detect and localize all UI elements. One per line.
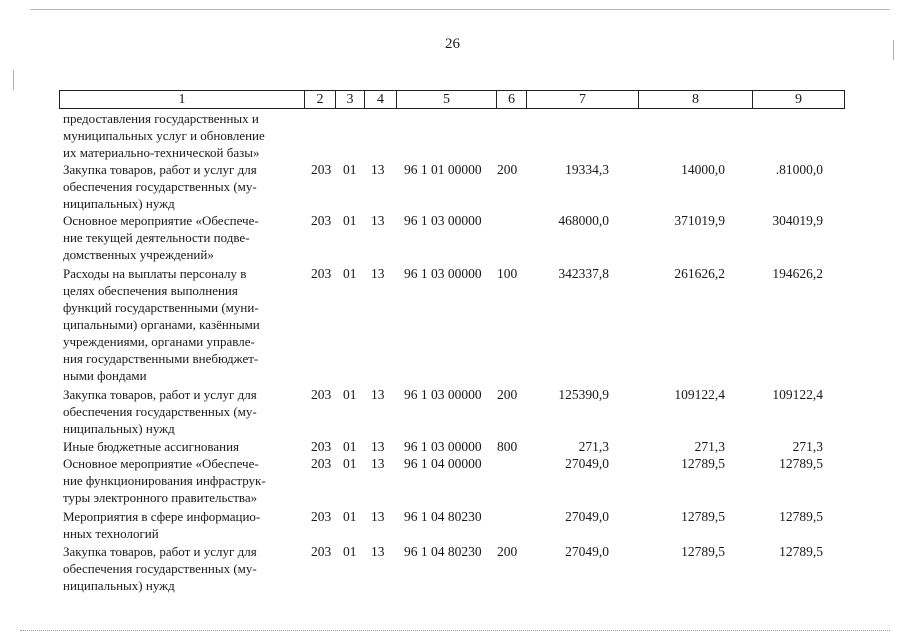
cell-expense-type: 200 bbox=[497, 162, 518, 177]
cell-target-code: 96 1 04 80230 bbox=[404, 544, 482, 559]
row-description bbox=[63, 161, 301, 212]
description-line: обеспечения государственных (му- bbox=[63, 179, 257, 194]
cell-amount-7: 19334,3 bbox=[565, 162, 609, 177]
cell-amount-8: 109122,4 bbox=[674, 387, 725, 402]
cell-code-2: 203 bbox=[311, 456, 332, 471]
cell-code-3: 01 bbox=[343, 213, 357, 228]
cell-code-2: 203 bbox=[311, 266, 332, 281]
description-line: ниципальных) нужд bbox=[63, 421, 175, 436]
description-line: Основное мероприятие «Обеспече- bbox=[63, 213, 259, 228]
row-description bbox=[63, 543, 301, 594]
description-line: Основное мероприятие «Обеспече- bbox=[63, 456, 259, 471]
header-cell-9 bbox=[752, 90, 845, 109]
row-description bbox=[63, 212, 301, 263]
row-description bbox=[63, 438, 301, 455]
cell-code-4: 13 bbox=[371, 456, 385, 471]
cell-expense-type: 100 bbox=[497, 266, 518, 281]
cell-amount-7: 27049,0 bbox=[565, 544, 609, 559]
cell-amount-9: 109122,4 bbox=[772, 387, 823, 402]
cell-amount-8: 12789,5 bbox=[681, 509, 725, 524]
cell-code-4: 13 bbox=[371, 387, 385, 402]
cell-amount-8: 14000,0 bbox=[681, 162, 725, 177]
description-line: муниципальных услуг и обновление bbox=[63, 128, 265, 143]
cell-expense-type: 200 bbox=[497, 544, 518, 559]
header-label-8: 8 bbox=[692, 92, 699, 107]
cell-code-4: 13 bbox=[371, 544, 385, 559]
header-label-4: 4 bbox=[364, 91, 396, 108]
description-line: Закупка товаров, работ и услуг для bbox=[63, 544, 257, 559]
description-line: ние функционирования инфраструк- bbox=[63, 473, 266, 488]
cell-target-code: 96 1 03 00000 bbox=[404, 266, 482, 281]
cell-code-4: 13 bbox=[371, 509, 385, 524]
row-description bbox=[63, 110, 301, 161]
description-line: Расходы на выплаты персоналу в bbox=[63, 266, 247, 281]
cell-amount-7: 342337,8 bbox=[558, 266, 609, 281]
header-label-1: 1 bbox=[178, 92, 186, 107]
scan-edge-bottom bbox=[20, 630, 890, 631]
cell-target-code: 96 1 04 00000 bbox=[404, 456, 482, 471]
cell-amount-9: 304019,9 bbox=[772, 213, 823, 228]
description-line: Закупка товаров, работ и услуг для bbox=[63, 387, 257, 402]
cell-code-3: 01 bbox=[343, 266, 357, 281]
description-line: Иные бюджетные ассигнования bbox=[63, 439, 240, 454]
cell-amount-7: 468000,0 bbox=[558, 213, 609, 228]
description-line: учреждениями, органами управле- bbox=[63, 334, 255, 349]
cell-code-2: 203 bbox=[311, 509, 332, 524]
description-line: предоставления государственных и bbox=[63, 111, 259, 126]
cell-expense-type: 800 bbox=[497, 439, 518, 454]
description-line: ципальными) органами, казёнными bbox=[63, 317, 260, 332]
description-line: ными фондами bbox=[63, 368, 147, 383]
cell-target-code: 96 1 03 00000 bbox=[404, 439, 482, 454]
cell-code-3: 01 bbox=[343, 456, 357, 471]
cell-amount-9: 12789,5 bbox=[779, 509, 823, 524]
row-description bbox=[63, 455, 301, 506]
header-label-2: 2 bbox=[316, 92, 324, 107]
scan-edge-left bbox=[13, 70, 14, 90]
cell-target-code: 96 1 04 80230 bbox=[404, 509, 482, 524]
cell-code-3: 01 bbox=[343, 509, 357, 524]
cell-target-code: 96 1 03 00000 bbox=[404, 213, 482, 228]
cell-code-3: 01 bbox=[343, 544, 357, 559]
description-line: туры электронного правительства» bbox=[63, 490, 258, 505]
description-line: ниципальных) нужд bbox=[63, 578, 175, 593]
cell-amount-9: 194626,2 bbox=[772, 266, 823, 281]
cell-code-4: 13 bbox=[371, 439, 385, 454]
header-label-3: 3 bbox=[335, 91, 364, 108]
cell-code-3: 01 bbox=[343, 162, 357, 177]
cell-code-3: 01 bbox=[343, 387, 357, 402]
description-line: функций государственными (муни- bbox=[63, 300, 259, 315]
cell-code-2: 203 bbox=[311, 162, 332, 177]
header-cell-5 bbox=[396, 90, 497, 109]
cell-amount-8: 12789,5 bbox=[681, 544, 725, 559]
cell-amount-9: 12789,5 bbox=[779, 544, 823, 559]
header-cell-6 bbox=[496, 90, 527, 109]
description-line: их материально-технической базы» bbox=[63, 145, 260, 160]
cell-code-2: 203 bbox=[311, 213, 332, 228]
description-line: нных технологий bbox=[63, 526, 159, 541]
header-cell-8 bbox=[638, 90, 753, 109]
cell-amount-7: 271,3 bbox=[578, 439, 609, 454]
row-description bbox=[63, 265, 301, 384]
page-number: 26 bbox=[445, 36, 460, 52]
cell-amount-8: 261626,2 bbox=[674, 266, 725, 281]
header-label-9: 9 bbox=[795, 92, 802, 107]
cell-amount-7: 125390,9 bbox=[558, 387, 609, 402]
cell-amount-8: 271,3 bbox=[694, 439, 725, 454]
header-label-7: 7 bbox=[579, 92, 586, 107]
description-line: целях обеспечения выполнения bbox=[63, 283, 238, 298]
cell-amount-9: 12789,5 bbox=[779, 456, 823, 471]
cell-code-2: 203 bbox=[311, 387, 332, 402]
scan-edge-top bbox=[30, 9, 890, 10]
description-line: Мероприятия в сфере информацио- bbox=[63, 509, 261, 524]
cell-amount-7: 27049,0 bbox=[565, 509, 609, 524]
cell-target-code: 96 1 03 00000 bbox=[404, 387, 482, 402]
header-cell-7 bbox=[526, 90, 639, 109]
header-cell-1 bbox=[59, 90, 305, 109]
cell-code-3: 01 bbox=[343, 439, 357, 454]
description-line: обеспечения государственных (му- bbox=[63, 404, 257, 419]
description-line: ния государственными внебюджет- bbox=[63, 351, 259, 366]
description-line: Закупка товаров, работ и услуг для bbox=[63, 162, 257, 177]
cell-code-2: 203 bbox=[311, 439, 332, 454]
cell-code-4: 13 bbox=[371, 213, 385, 228]
description-line: ниципальных) нужд bbox=[63, 196, 175, 211]
cell-amount-9: 271,3 bbox=[792, 439, 823, 454]
header-group-2-4 bbox=[304, 90, 397, 109]
cell-code-4: 13 bbox=[371, 162, 385, 177]
cell-amount-7: 27049,0 bbox=[565, 456, 609, 471]
cell-target-code: 96 1 01 00000 bbox=[404, 162, 482, 177]
row-description bbox=[63, 386, 301, 437]
header-label-6: 6 bbox=[508, 92, 515, 107]
description-line: ние текущей деятельности подве- bbox=[63, 230, 250, 245]
cell-code-2: 203 bbox=[311, 544, 332, 559]
cell-expense-type: 200 bbox=[497, 387, 518, 402]
cell-amount-8: 371019,9 bbox=[674, 213, 725, 228]
row-description bbox=[63, 508, 301, 542]
cell-code-4: 13 bbox=[371, 266, 385, 281]
cell-amount-8: 12789,5 bbox=[681, 456, 725, 471]
cell-amount-9: .81000,0 bbox=[775, 162, 823, 177]
description-line: обеспечения государственных (му- bbox=[63, 561, 257, 576]
header-label-5: 5 bbox=[443, 92, 450, 107]
description-line: домственных учреждений» bbox=[63, 247, 214, 262]
